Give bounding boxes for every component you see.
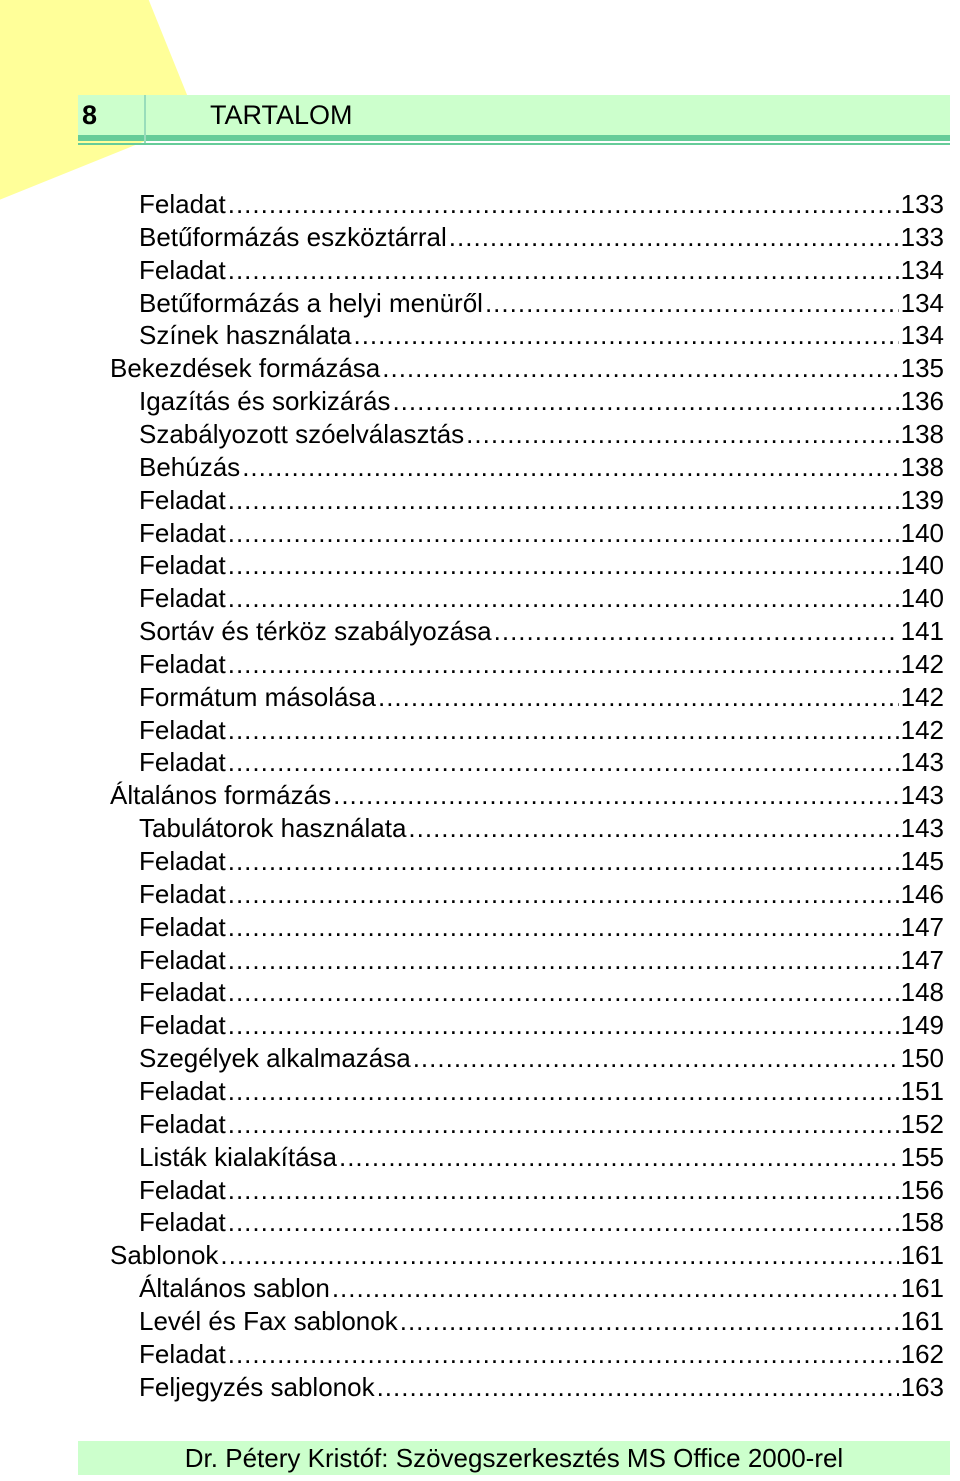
toc-dot-leader — [485, 287, 899, 320]
toc-entry[interactable] — [139, 451, 944, 484]
toc-entry[interactable] — [139, 944, 944, 977]
toc-entry-page: 150 — [900, 1043, 944, 1074]
toc-entry-label: Bekezdések formázása — [110, 353, 381, 384]
toc-entry-label: Általános sablon — [139, 1273, 330, 1304]
toc-dot-leader — [333, 779, 899, 812]
toc-entry-label: Feladat — [139, 1010, 226, 1041]
toc-entry[interactable] — [110, 779, 944, 812]
toc-entry[interactable] — [139, 484, 944, 517]
toc-dot-leader — [228, 1338, 899, 1371]
toc-dot-leader — [228, 254, 899, 287]
toc-dot-leader — [228, 1174, 899, 1207]
toc-entry[interactable] — [139, 1075, 944, 1108]
toc-entry-page: 140 — [900, 517, 944, 548]
toc-entry-page: 148 — [900, 977, 944, 1008]
toc-entry[interactable] — [139, 681, 944, 714]
toc-dot-leader — [228, 944, 899, 977]
toc-entry-page: 161 — [900, 1305, 944, 1336]
toc-entry-label: Szabályozott szóelválasztás — [139, 418, 465, 449]
toc-entry-page: 161 — [900, 1240, 944, 1271]
toc-entry[interactable] — [139, 976, 944, 1009]
toc-dot-leader — [228, 1075, 899, 1108]
toc-dot-leader — [228, 1009, 899, 1042]
toc-entry-label: Feladat — [139, 1338, 226, 1369]
toc-entry[interactable] — [139, 549, 944, 582]
toc-entry-page: 163 — [900, 1371, 944, 1402]
toc-entry-label: Feladat — [139, 189, 226, 219]
toc-entry-page: 141 — [900, 616, 944, 647]
toc-entry[interactable] — [139, 1042, 944, 1075]
toc-entry[interactable] — [139, 648, 944, 681]
toc-entry-label: Feljegyzés sablonok — [139, 1371, 375, 1402]
toc-dot-leader — [228, 1206, 899, 1239]
toc-dot-leader — [242, 451, 898, 484]
toc-entry-page: 158 — [900, 1207, 944, 1238]
header-rule — [78, 135, 950, 141]
toc-entry-label: Feladat — [139, 714, 226, 745]
toc-entry[interactable] — [139, 812, 944, 845]
toc-entry-page: 140 — [900, 550, 944, 581]
footer-text: Dr. Pétery Kristóf: Szövegszerkesztés MS Office 2000-rel — [184, 1443, 844, 1473]
toc-entry-label: Betűformázás eszköztárral — [139, 221, 447, 252]
toc-dot-leader — [466, 418, 898, 451]
toc-entry-page: 147 — [900, 944, 944, 975]
toc-entry-label: Feladat — [139, 977, 226, 1008]
toc-entry-page: 134 — [900, 320, 944, 351]
toc-dot-leader — [353, 319, 898, 352]
toc-entry-page: 145 — [900, 846, 944, 876]
toc-entry-label: Sablonok — [110, 1240, 219, 1271]
toc-entry-page: 139 — [900, 484, 944, 515]
toc-entry[interactable] — [139, 221, 944, 254]
toc-entry[interactable] — [110, 352, 944, 385]
toc-entry-label: Behúzás — [139, 451, 241, 482]
toc-entry[interactable] — [110, 1239, 944, 1272]
toc-entry-label: Színek használata — [139, 320, 352, 351]
toc-entry-label: Feladat — [139, 1174, 226, 1205]
toc-entry[interactable] — [139, 1108, 944, 1141]
toc-entry-page: 135 — [900, 353, 944, 384]
toc-entry-page: 133 — [900, 221, 944, 252]
toc-entry-label: Feladat — [139, 1075, 226, 1106]
toc-entry-label: Listák kialakítása — [139, 1141, 337, 1172]
toc-entry[interactable] — [139, 1009, 944, 1042]
toc-entry[interactable] — [139, 418, 944, 451]
toc-entry[interactable] — [139, 287, 944, 320]
toc-entry-page: 142 — [900, 648, 944, 679]
toc-dot-leader — [228, 714, 899, 747]
toc-entry-page: 134 — [900, 287, 944, 318]
toc-entry-label: Feladat — [139, 550, 226, 581]
toc-dot-leader — [228, 845, 899, 878]
toc-entry-label: Feladat — [139, 484, 226, 515]
toc-entry-label: Levél és Fax sablonok — [139, 1305, 398, 1336]
toc-dot-leader — [228, 878, 899, 911]
toc-dot-leader — [408, 812, 898, 845]
toc-dot-leader — [228, 517, 899, 550]
toc-dot-leader — [413, 1042, 899, 1075]
toc-dot-leader — [228, 911, 899, 944]
toc-entry-page: 156 — [900, 1174, 944, 1205]
toc-dot-leader — [332, 1272, 899, 1305]
toc-entry[interactable] — [139, 878, 944, 911]
toc-entry[interactable] — [139, 517, 944, 550]
toc-entry-page: 143 — [900, 747, 944, 778]
toc-entry-page: 138 — [900, 451, 944, 482]
toc-entry[interactable] — [139, 911, 944, 944]
toc-dot-leader — [400, 1305, 899, 1338]
toc-entry-label: Feladat — [139, 583, 226, 614]
toc-entry[interactable] — [139, 1174, 944, 1207]
toc-entry[interactable] — [139, 254, 944, 287]
toc-dot-leader — [228, 188, 899, 221]
toc-entry-label: Szegélyek alkalmazása — [139, 1043, 411, 1074]
toc-entry-label: Feladat — [139, 1207, 226, 1238]
toc-entry-page: 138 — [900, 418, 944, 449]
toc-entry-label: Betűformázás a helyi menüről — [139, 287, 483, 318]
toc-entry-label: Formátum másolása — [139, 681, 376, 712]
toc-dot-leader — [228, 549, 899, 582]
toc-entry[interactable] — [139, 582, 944, 615]
toc-entry-page: 143 — [900, 780, 944, 811]
toc-entry-label: Feladat — [139, 1108, 226, 1139]
toc-entry[interactable] — [139, 188, 944, 221]
toc-entry-label: Igazítás és sorkizárás — [139, 386, 391, 417]
toc-entry-page: 151 — [900, 1075, 944, 1106]
toc-entry-page: 155 — [900, 1141, 944, 1172]
toc-entry-page: 146 — [900, 878, 944, 909]
toc-entry[interactable] — [139, 1371, 944, 1404]
page-number: 8 — [82, 100, 98, 130]
toc-entry-page: 162 — [900, 1338, 944, 1369]
toc-entry-label: Feladat — [139, 747, 226, 778]
toc-entry-page: 147 — [900, 911, 944, 942]
toc-entry-label: Sortáv és térköz szabályozása — [139, 616, 492, 647]
toc-entry[interactable] — [139, 714, 944, 747]
toc-entry[interactable] — [139, 746, 944, 779]
toc-dot-leader — [220, 1239, 898, 1272]
header-rule-thin — [78, 143, 950, 145]
toc-dot-leader — [377, 1371, 899, 1404]
toc-entry-label: Feladat — [139, 648, 226, 679]
toc-entry[interactable] — [139, 385, 944, 418]
toc-dot-leader — [339, 1141, 899, 1174]
toc-entry-page: 134 — [900, 254, 944, 285]
toc-entry[interactable] — [139, 615, 944, 648]
page-header — [78, 95, 950, 135]
page-title: TARTALOM — [210, 100, 353, 130]
toc-dot-leader — [228, 976, 899, 1009]
toc-entry-label: Feladat — [139, 911, 226, 942]
toc-entry-label: Feladat — [139, 254, 226, 285]
toc-entry-page: 149 — [900, 1010, 944, 1041]
toc-dot-leader — [494, 615, 899, 648]
toc-dot-leader — [378, 681, 899, 714]
toc-entry-page: 142 — [900, 681, 944, 712]
toc-dot-leader — [228, 648, 899, 681]
toc-entry[interactable] — [139, 1272, 944, 1305]
toc-dot-leader — [228, 582, 899, 615]
toc-dot-leader — [382, 352, 898, 385]
toc-entry-page: 140 — [900, 583, 944, 614]
toc-entry-label: Általános formázás — [110, 780, 332, 811]
toc-entry-label: Feladat — [139, 944, 226, 975]
toc-entry[interactable] — [139, 1305, 944, 1338]
toc-dot-leader — [228, 484, 899, 517]
toc-entry-page: 133 — [900, 189, 944, 219]
toc-entry-page: 143 — [900, 813, 944, 844]
toc-entry-page: 161 — [900, 1273, 944, 1304]
toc-entry[interactable] — [139, 1141, 944, 1174]
toc-entry-page: 136 — [900, 386, 944, 417]
toc-dot-leader — [449, 221, 899, 254]
toc-entry-label: Tabulátorok használata — [139, 813, 407, 844]
toc-entry[interactable] — [139, 845, 944, 878]
toc-entry-page: 142 — [900, 714, 944, 745]
toc-entry[interactable] — [139, 1206, 944, 1239]
toc-entry-label: Feladat — [139, 517, 226, 548]
toc-dot-leader — [228, 746, 899, 779]
header-divider — [144, 95, 146, 143]
toc-entry[interactable] — [139, 1338, 944, 1371]
toc-dot-leader — [228, 1108, 899, 1141]
toc-dot-leader — [392, 385, 898, 418]
toc-entry-label: Feladat — [139, 846, 226, 876]
toc-entry[interactable] — [139, 319, 944, 352]
toc-entry-page: 152 — [900, 1108, 944, 1139]
toc-entry-label: Feladat — [139, 878, 226, 909]
